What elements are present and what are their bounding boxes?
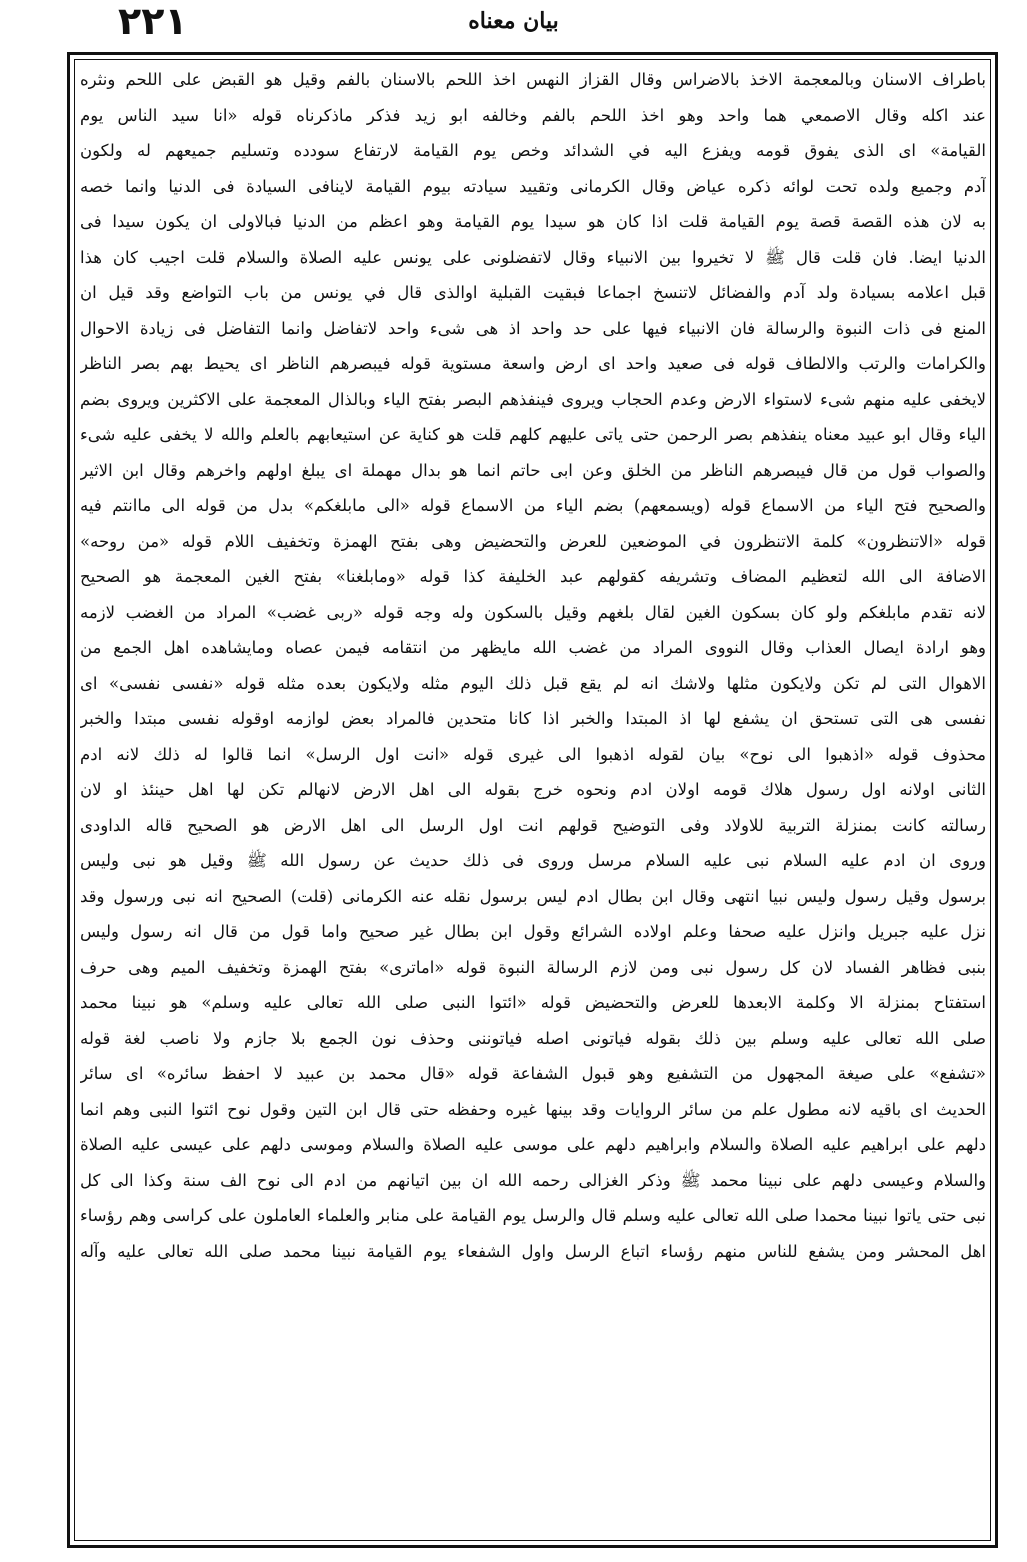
text-line: لايخفى عليه منهم شىء لاستواء الارض وعدم الحجاب ويروى فينفذهم البصر بفتح الياء وبالذال المعجمة على الاكثرين ويروى بضم xyxy=(80,389,986,409)
text-line: القيامة» اى الذى يفوق قومه ويفزع اليه في الشدائد وخص يوم القيامة لارتفاع سودده وتسليم جميعهم له ولكون xyxy=(80,141,986,160)
text-line: قوله «الاتنظرون» كلمة الاتنظرون في الموضعين للعرض والتحضيض وهى بفتح الهمزة وتخفيف اللام قوله «من روحه» xyxy=(80,531,986,551)
text-line: قبل اعلامه بسيادة ولد آدم والفضائل لاتنسخ اجماعا فبقيت القبلية اوالذى قال في يونس من باب التواضع وقد قيل ان xyxy=(80,283,986,302)
text-line: نبى حتى ياتوا نبينا محمدا صلى الله تعالى عليه وسلم قال والرسل يوم القيامة على منابر والعلماء العاملون على كراسى وهم رؤساء xyxy=(80,1206,986,1225)
text-line: رسالته كانت بمنزلة التربية للاولاد وفى التوضيح قولهم انت اول الرسل الى اهل الارض هو الصحيح قاله الداودى xyxy=(80,815,986,835)
text-line: باطراف الاسنان وبالمعجمة الاخذ بالاضراس وقال القزاز النهس اخذ اللحم بالاسنان بالفم وقيل هو القبض على اللحم ونثره xyxy=(80,70,986,89)
running-title: بیان معناه xyxy=(468,8,559,34)
text-line: نفسى هى التى تستحق ان يشفع لها اذ المبتدا والخبر اذا كانا متحدين فالمراد بعض لوازمه اوقوله نفسى مبتدا والخبر xyxy=(80,709,986,728)
text-line: آدم وجميع ولده تحت لوائه ذكره عياض وقال الكرمانى وتقييد سيادته بيوم القيامة لاينافى السيادة فى الدنيا وانما خصه xyxy=(80,176,986,196)
page-number: ٢٢١ xyxy=(118,0,188,43)
text-line: والسلام وعيسى دلهم على نبينا محمد ﷺ وذكر الغزالى رحمه الله ان بين اتيانهم من ادم الى نوح الف سنة وكذا الى كل xyxy=(80,1170,986,1190)
commentary-text-block xyxy=(80,62,986,1305)
text-line: الثانى اولانه اول رسول هلاك قومه اولان ادم ونحوه خرج بقوله الى اهل الارض لانهالم تكن لها اهل حينئذ او لان xyxy=(80,780,986,799)
text-line: عند اكله وقال الاصمعي هما واحد وهو اخذ اللحم بالفم وخالفه ابو زيد فذكر ماذكرناه قوله «انا سيد الناس يوم xyxy=(80,105,986,125)
text-line: المنع فى ذات النبوة والرسالة فان الانبياء فيها على حد واحد اذ هى شىء واحد لاتفاضل وانما التفاضل فى زيادة الاحوال xyxy=(80,318,986,338)
text-line: صلى الله تعالى عليه وسلم بين ذلك بقوله فياتونى اصله فياتوننى وحذف نون الجمع بلا جازم ولا ناصب لغة قوله xyxy=(80,1028,986,1048)
text-line: والصحيح فتح الياء من الاسماع قوله (ويسمعهم) بضم الياء من الاسماع قوله «الى مابلغكم» بدل من قوله الى ماانتم فيه xyxy=(80,496,986,515)
text-line: برسول وقيل رسول وليس نبيا انتهى وقال ابن بطال ادم ليس برسول نقله عنه الكرمانى (قلت) الصحيح انه نبى ورسول وقد xyxy=(80,886,986,906)
text-line: الدنيا ايضا. فان قلت قال ﷺ لا تخيروا بين الانبياء وقال لاتفضلونى على يونس عليه الصلاة والسلام قلت اجيب كان هذا xyxy=(80,247,986,267)
text-line: نزل عليه جبريل وانزل عليه صحفا وعلم اولاده الشرائع وقول ابن بطال غير صحيح واما قول من قال انه رسول وليس xyxy=(80,922,986,941)
text-line: وهو ارادة ايصال العذاب وقال النووى المراد من غضب الله مايظهر من انتقامه فيمن عصاه ومايشاهده اهل الجمع من xyxy=(80,638,986,657)
text-line: اهل المحشر ومن يشفع للناس منهم رؤساء اتباع الرسل واول الشفعاء يوم القيامة نبينا محمد صلى الله تعالى عليه وآله xyxy=(80,1241,986,1261)
text-line: والصواب قول من قال فيبصرهم الناظر من الخلق وعن ابى حاتم انما هو بدال مهملة اى يبلغ اولهم واخرهم وقال ابن الاثير xyxy=(80,460,986,480)
text-line: استفتاح بمنزلة الا وكلمة الابعدها للعرض والتحضيض قوله «ائتوا النبى صلى الله تعالى عليه وسلم» هو نبينا محمد xyxy=(80,993,986,1012)
text-line: بنبى فظاهر الفساد لان كل رسول نبى ومن لازم الرسالة النبوة قوله «اماترى» بفتح الهمزة وتخفيف الميم وهى حرف xyxy=(80,957,986,977)
text-line: دلهم على ابراهيم عليه الصلاة والسلام وابراهيم دلهم على موسى عليه الصلاة والسلام وموسى دلهم على عيسى عليه الصلاة xyxy=(80,1135,986,1154)
text-line: «تشفع» على صيغة المجهول من التشفيع وهو قبول الشفاعة قوله «قال محمد بن عبيد لا احفظ سائره» اى سائر xyxy=(80,1064,986,1083)
text-line: به لان هذه القصة قصة يوم القيامة قلت اذا كان هو سيدا يوم القيامة وهو اعظم من الدنيا فبالاولى ان يكون سيدا فى xyxy=(80,212,986,231)
text-line xyxy=(80,1269,986,1305)
text-line: الياء وقال ابو عبيد معناه ينفذهم بصر الرحمن حتى ياتى عليهم كلهم قلت هو كناية عن استيعابهم بالعلم والله لا يخفى عليه شىء xyxy=(80,425,986,444)
text-line: الاضافة الى الله لتعظيم المضاف وتشريفه كقولهم عبد الخليفة كذا قوله «ومابلغنا» بفتح الغين المعجمة هو الصحيح xyxy=(80,567,986,586)
text-line: الاهوال التى لم تكن ولايكون مثلها ولاشك انه لم يقع قبل ذلك اليوم مثله ولايكون بعده مثله قوله «نفسى نفسى» اى xyxy=(80,673,986,693)
text-line: الحديث اى باقيه لانه مطول علم من سائر الروايات وقد بينها غيره وحفظه حتى قال ابن التين وقول نوح ائتوا النبى وهم انما xyxy=(80,1099,986,1119)
text-line: والكرامات والرتب والالطاف قوله فى صعيد واحد اى ارض واسعة مستوية قوله فيبصرهم الناظر اى يحيط بهم بصر الناظر xyxy=(80,354,986,373)
text-line: محذوف قوله «اذهبوا الى نوح» بيان لقوله اذهبوا الى غيرى قوله «انت اول الرسل» انما قالوا له ذلك لانه ادم xyxy=(80,744,986,764)
text-line: لانه تقدم مابلغكم ولو كان بسكون الغين لقال بلغهم وقيل بالسكون وله وجه قوله «ربى غضب» المراد من الغضب لازمه xyxy=(80,602,986,622)
text-line: وروى ان ادم عليه السلام نبى عليه السلام مرسل وروى فى ذلك حديث عن رسول الله ﷺ وقيل هو نبى وليس xyxy=(80,851,986,870)
